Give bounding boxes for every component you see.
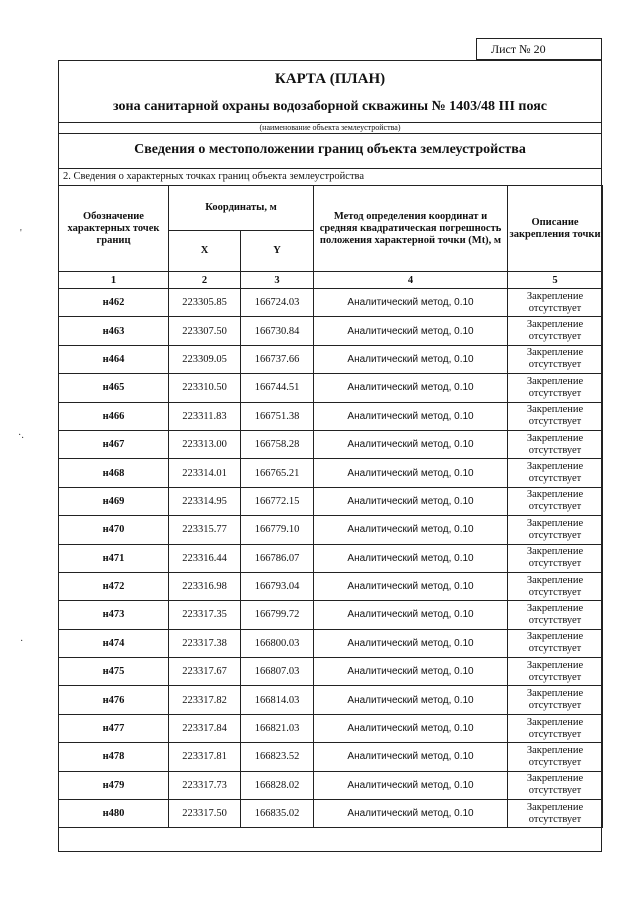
method-cell: Аналитический метод, 0.10 [314, 516, 508, 544]
y-coordinate-cell: 166814.03 [241, 686, 314, 714]
method-cell: Аналитический метод, 0.10 [314, 374, 508, 402]
method-cell: Аналитический метод, 0.10 [314, 487, 508, 515]
y-coordinate-cell: 166821.03 [241, 714, 314, 742]
point-cell: н473 [59, 601, 169, 629]
method-cell: Аналитический метод, 0.10 [314, 686, 508, 714]
y-coordinate-cell: 166744.51 [241, 374, 314, 402]
fixing-description-cell: Закрепление отсутствует [508, 544, 603, 572]
header-x: X [169, 231, 241, 272]
fixing-description-cell: Закрепление отсутствует [508, 459, 603, 487]
y-coordinate-cell: 166799.72 [241, 601, 314, 629]
scan-mark: ' [20, 228, 22, 239]
fixing-description-cell: Закрепление отсутствует [508, 686, 603, 714]
fixing-description-cell: Закрепление отсутствует [508, 714, 603, 742]
scan-mark: ·. [18, 430, 24, 441]
y-coordinate-cell: 166807.03 [241, 658, 314, 686]
table-row [59, 345, 603, 373]
point-cell: н467 [59, 430, 169, 458]
column-number: 5 [508, 272, 603, 289]
column-number: 2 [169, 272, 241, 289]
method-cell: Аналитический метод, 0.10 [314, 459, 508, 487]
x-coordinate-cell: 223313.00 [169, 430, 241, 458]
x-coordinate-cell: 223314.01 [169, 459, 241, 487]
point-cell: н480 [59, 800, 169, 828]
x-coordinate-cell: 223317.38 [169, 629, 241, 657]
x-coordinate-cell: 223317.82 [169, 686, 241, 714]
fixing-description-cell: Закрепление отсутствует [508, 289, 603, 317]
column-number: 3 [241, 272, 314, 289]
x-coordinate-cell: 223316.44 [169, 544, 241, 572]
fixing-description-cell: Закрепление отсутствует [508, 430, 603, 458]
method-cell: Аналитический метод, 0.10 [314, 771, 508, 799]
subsection-title: 2. Сведения о характерных точках границ объекта землеустройства [63, 171, 365, 182]
divider [59, 133, 601, 134]
point-cell: н464 [59, 345, 169, 373]
table-row [59, 317, 603, 345]
divider [59, 168, 601, 169]
point-cell: н465 [59, 374, 169, 402]
point-cell: н462 [59, 289, 169, 317]
fixing-description-cell: Закрепление отсутствует [508, 658, 603, 686]
method-cell: Аналитический метод, 0.10 [314, 658, 508, 686]
method-cell: Аналитический метод, 0.10 [314, 345, 508, 373]
fixing-description-cell: Закрепление отсутствует [508, 345, 603, 373]
y-coordinate-cell: 166823.52 [241, 743, 314, 771]
table-row [59, 743, 603, 771]
x-coordinate-cell: 223315.77 [169, 516, 241, 544]
table-row [59, 629, 603, 657]
point-cell: н478 [59, 743, 169, 771]
point-cell: н471 [59, 544, 169, 572]
method-cell: Аналитический метод, 0.10 [314, 289, 508, 317]
point-cell: н463 [59, 317, 169, 345]
header-point: Обозначение характерных точек границ [59, 186, 169, 272]
y-coordinate-cell: 166724.03 [241, 289, 314, 317]
x-coordinate-cell: 223307.50 [169, 317, 241, 345]
document-subtitle: зона санитарной охраны водозаборной скважины № 1403/48 III пояс [113, 99, 547, 114]
fixing-description-cell: Закрепление отсутствует [508, 402, 603, 430]
table-row [59, 402, 603, 430]
document-title: КАРТА (ПЛАН) [274, 71, 386, 87]
method-cell: Аналитический метод, 0.10 [314, 714, 508, 742]
table-row [59, 658, 603, 686]
method-cell: Аналитический метод, 0.10 [314, 800, 508, 828]
points-table [58, 185, 603, 828]
table-row [59, 487, 603, 515]
table-row [59, 374, 603, 402]
method-cell: Аналитический метод, 0.10 [314, 601, 508, 629]
fixing-description-cell: Закрепление отсутствует [508, 771, 603, 799]
table-row [59, 771, 603, 799]
y-coordinate-cell: 166751.38 [241, 402, 314, 430]
x-coordinate-cell: 223317.73 [169, 771, 241, 799]
point-cell: н474 [59, 629, 169, 657]
y-coordinate-cell: 166800.03 [241, 629, 314, 657]
y-coordinate-cell: 166730.84 [241, 317, 314, 345]
point-cell: н466 [59, 402, 169, 430]
header-fixing: Описание закрепления точки [508, 186, 603, 272]
point-cell: н479 [59, 771, 169, 799]
table-row [59, 714, 603, 742]
table-row [59, 572, 603, 600]
y-coordinate-cell: 166835.02 [241, 800, 314, 828]
table-row [59, 430, 603, 458]
header-method: Метод определения координат и средняя квадратическая погрешность положения характерной точки (Mt), м [314, 186, 508, 272]
column-number: 1 [59, 272, 169, 289]
method-cell: Аналитический метод, 0.10 [314, 629, 508, 657]
y-coordinate-cell: 166828.02 [241, 771, 314, 799]
point-cell: н476 [59, 686, 169, 714]
method-cell: Аналитический метод, 0.10 [314, 544, 508, 572]
table-row [59, 686, 603, 714]
points-table-body [59, 289, 603, 828]
x-coordinate-cell: 223309.05 [169, 345, 241, 373]
method-cell: Аналитический метод, 0.10 [314, 743, 508, 771]
method-cell: Аналитический метод, 0.10 [314, 402, 508, 430]
fixing-description-cell: Закрепление отсутствует [508, 743, 603, 771]
point-cell: н469 [59, 487, 169, 515]
document-frame [58, 60, 602, 852]
fixing-description-cell: Закрепление отсутствует [508, 374, 603, 402]
point-cell: н477 [59, 714, 169, 742]
x-coordinate-cell: 223311.83 [169, 402, 241, 430]
table-row [59, 544, 603, 572]
table-row [59, 800, 603, 828]
y-coordinate-cell: 166779.10 [241, 516, 314, 544]
point-cell: н468 [59, 459, 169, 487]
y-coordinate-cell: 166793.04 [241, 572, 314, 600]
x-coordinate-cell: 223317.81 [169, 743, 241, 771]
method-cell: Аналитический метод, 0.10 [314, 572, 508, 600]
point-cell: н470 [59, 516, 169, 544]
table-row [59, 289, 603, 317]
table-row [59, 516, 603, 544]
x-coordinate-cell: 223317.50 [169, 800, 241, 828]
x-coordinate-cell: 223305.85 [169, 289, 241, 317]
y-coordinate-cell: 166765.21 [241, 459, 314, 487]
x-coordinate-cell: 223316.98 [169, 572, 241, 600]
table-row [59, 459, 603, 487]
fixing-description-cell: Закрепление отсутствует [508, 601, 603, 629]
column-number: 4 [314, 272, 508, 289]
y-coordinate-cell: 166772.15 [241, 487, 314, 515]
fixing-description-cell: Закрепление отсутствует [508, 516, 603, 544]
header-y: Y [241, 231, 314, 272]
method-cell: Аналитический метод, 0.10 [314, 430, 508, 458]
fixing-description-cell: Закрепление отсутствует [508, 317, 603, 345]
object-name-note: (наименование объекта землеустройства) [259, 123, 401, 132]
fixing-description-cell: Закрепление отсутствует [508, 487, 603, 515]
x-coordinate-cell: 223310.50 [169, 374, 241, 402]
fixing-description-cell: Закрепление отсутствует [508, 629, 603, 657]
point-cell: н475 [59, 658, 169, 686]
y-coordinate-cell: 166758.28 [241, 430, 314, 458]
x-coordinate-cell: 223317.35 [169, 601, 241, 629]
x-coordinate-cell: 223317.84 [169, 714, 241, 742]
method-cell: Аналитический метод, 0.10 [314, 317, 508, 345]
y-coordinate-cell: 166737.66 [241, 345, 314, 373]
y-coordinate-cell: 166786.07 [241, 544, 314, 572]
header-coordinates: Координаты, м [169, 186, 314, 231]
fixing-description-cell: Закрепление отсутствует [508, 572, 603, 600]
x-coordinate-cell: 223314.95 [169, 487, 241, 515]
scan-mark: · [20, 636, 24, 647]
sheet-number-label: Лист № 20 [476, 38, 602, 60]
table-row [59, 601, 603, 629]
point-cell: н472 [59, 572, 169, 600]
x-coordinate-cell: 223317.67 [169, 658, 241, 686]
section-title: Сведения о местоположении границ объекта землеустройства [134, 142, 526, 157]
fixing-description-cell: Закрепление отсутствует [508, 800, 603, 828]
